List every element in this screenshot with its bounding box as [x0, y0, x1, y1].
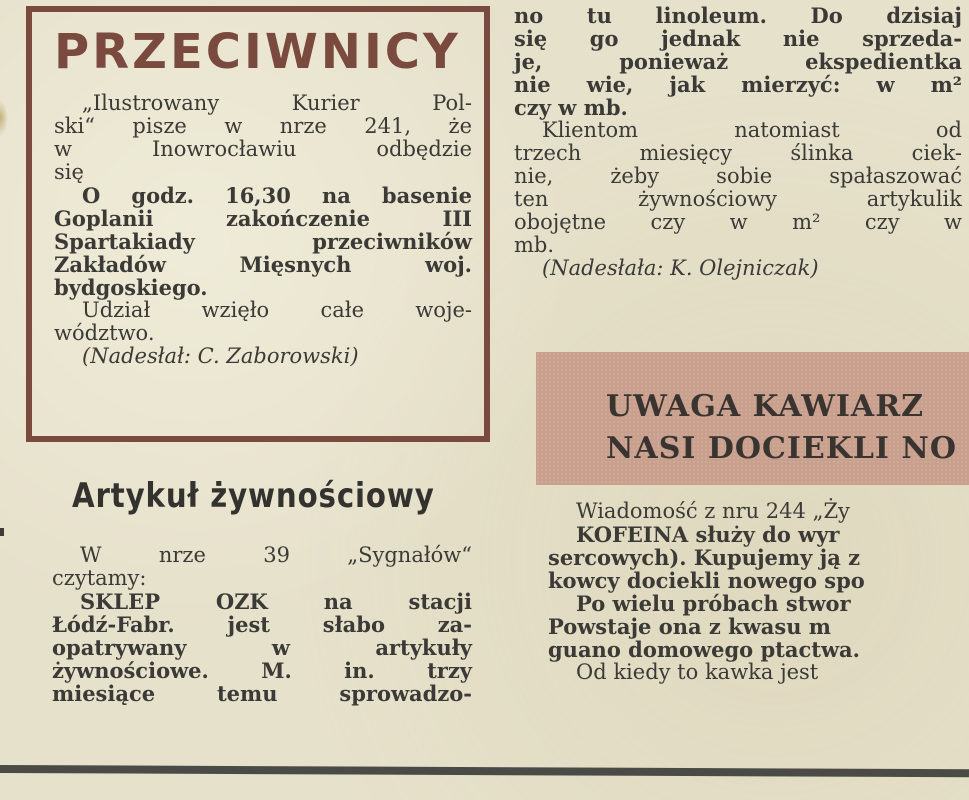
- text-line: wództwo.: [54, 321, 155, 345]
- text-line: Klientom natomiast od: [542, 118, 962, 142]
- przeciwnicy-headline: PRZECIWNICY: [54, 24, 461, 80]
- byline: (Nadesłał: C. Zaborowski): [82, 344, 359, 368]
- byline: (Nadesłała: K. Olejniczak): [542, 256, 819, 280]
- coffee-article-body: [548, 500, 969, 684]
- text-line: obojętne czy w m² czy w: [514, 210, 962, 234]
- text-line: Spartakiady przeciwników: [54, 229, 472, 254]
- text-line: ten żywnościowy artykulik: [514, 187, 962, 211]
- text-line: w Inowrocławiu odbędzie: [54, 137, 472, 161]
- paper-stain: [0, 100, 8, 136]
- text-line: się go jednak nie sprzeda-: [514, 26, 962, 51]
- text-line: Od kiedy to kawka jest: [576, 660, 819, 684]
- text-line: żywnościowe. M. in. trzy: [52, 658, 472, 683]
- text-line: W nrze 39 „Sygnałów“: [80, 543, 472, 567]
- text-line: czy w mb.: [514, 95, 628, 120]
- przeciwnicy-body: [54, 92, 472, 368]
- text-line: Po wielu próbach stwor: [576, 591, 851, 616]
- text-line: KOFEINA służy do wyr: [576, 522, 840, 547]
- text-line: miesiące temu sprowadzo-: [52, 681, 472, 706]
- text-line: Goplanii zakończenie III: [54, 206, 472, 231]
- coffee-headline: [606, 386, 969, 470]
- text-line: czytamy:: [52, 566, 147, 590]
- text-line: opatrywany w artykuły: [52, 635, 472, 660]
- text-line: się: [54, 160, 84, 184]
- food-article-headline: Artykuł żywnościowy: [72, 476, 435, 516]
- text-line: nie wie, jak mierzyć: w m²: [514, 72, 962, 97]
- text-line: je, ponieważ ekspedientka: [514, 49, 962, 74]
- food-article-body: [52, 544, 472, 705]
- headline-line: UWAGA KAWIARZ: [606, 389, 925, 424]
- headline-line: NASI DOCIEKLI NO: [606, 431, 957, 466]
- text-line: Zakładów Mięsnych woj.: [54, 252, 472, 277]
- text-line: Udział wzięło całe woje-: [82, 298, 472, 322]
- text-line: no tu linoleum. Do dzisiaj: [514, 3, 962, 28]
- text-line: O godz. 16,30 na basenie: [82, 183, 472, 208]
- linoleum-article-body: [514, 4, 962, 280]
- text-line: ski“ pisze w nrze 241, że: [54, 114, 472, 138]
- text-line: nie, żeby sobie spałaszować: [514, 164, 962, 188]
- neighbor-column-fragment: [0, 528, 4, 536]
- text-line: kowcy dociekli nowego spo: [548, 568, 865, 593]
- text-line: trzech miesięcy ślinka ciek-: [514, 141, 962, 165]
- text-line: Łódź-Fabr. jest słabo za-: [52, 612, 472, 637]
- text-line: Wiadomość z nru 244 „Ży: [576, 499, 850, 523]
- text-line: SKLEP OZK na stacji: [80, 589, 472, 614]
- text-line: guano domowego ptactwa.: [548, 637, 860, 662]
- text-line: bydgoskiego.: [54, 275, 208, 300]
- text-line: Powstaje ona z kwasu m: [548, 614, 831, 639]
- text-line: sercowych). Kupujemy ją z: [548, 545, 861, 570]
- text-line: „Ilustrowany Kurier Pol-: [82, 91, 472, 115]
- text-line: mb.: [514, 233, 555, 257]
- section-divider-rule: [0, 765, 969, 777]
